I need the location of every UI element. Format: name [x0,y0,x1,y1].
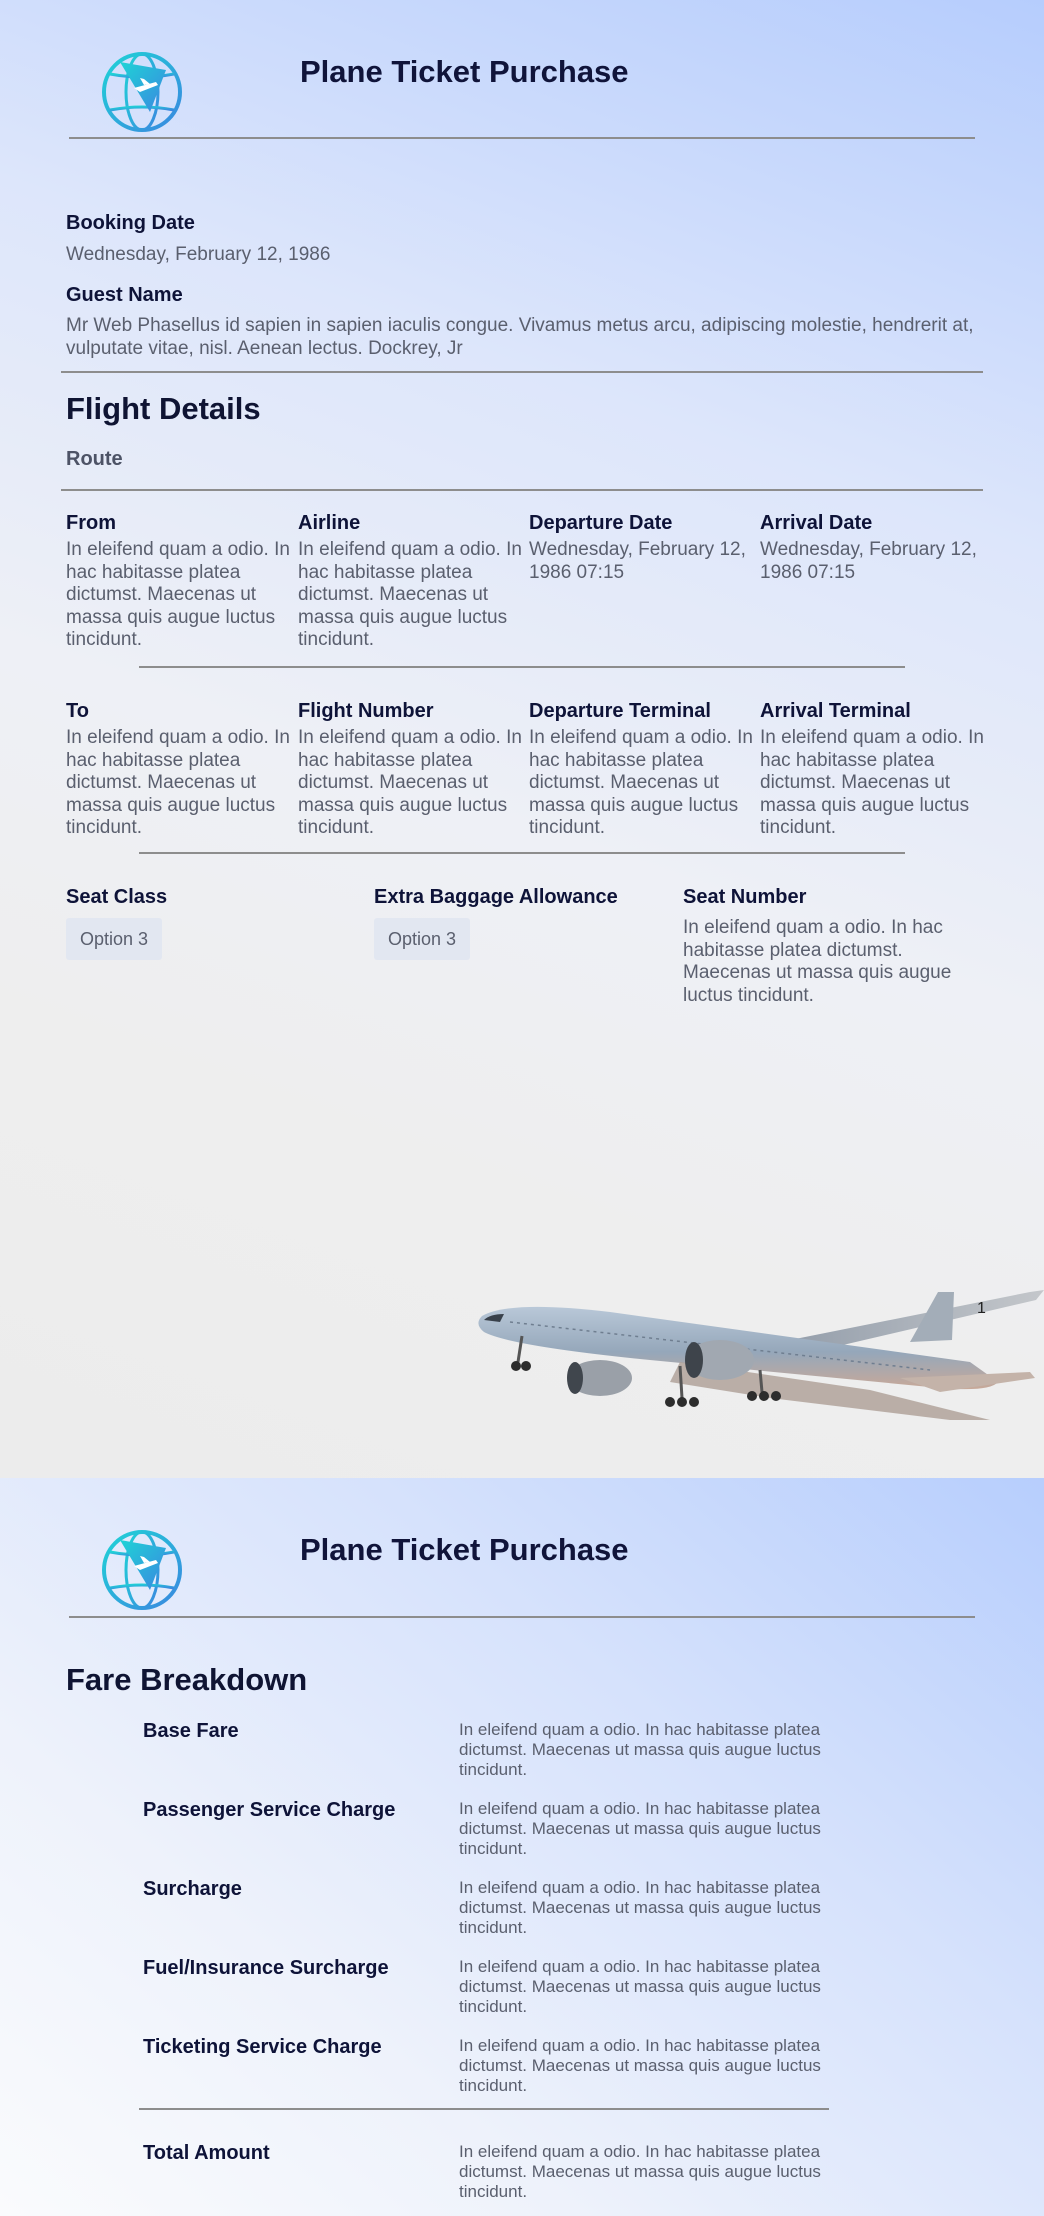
field-label: Departure Date [529,512,673,534]
field-value: Wednesday, February 12, 1986 07:15 [760,539,977,583]
fare-item-label: Ticketing Service Charge [143,2036,382,2058]
page-number: 1 [977,1300,986,1317]
guest-name-value: Mr Web Phasellus id sapien in sapien iaculis congue. Vivamus metus arcu, adipiscing molestie, hendrerit at, vulputate vitae, nisl. Aenean lectus. Dockrey, Jr [66,315,974,359]
fare-item-label: Passenger Service Charge [143,1799,396,1821]
route-divider [61,489,983,491]
field-label: Arrival Date [760,512,873,534]
row-divider [139,666,905,668]
field-value: In eleifend quam a odio. In hac habitasse platea dictumst. Maecenas ut massa quis augue luctus tincidunt. [760,727,984,838]
fare-breakdown-title: Fare Breakdown [66,1662,308,1697]
page-2 [0,1478,1044,2216]
header-divider [69,137,975,139]
total-divider [139,2108,829,2110]
from-field [66,512,290,652]
field-value: In eleifend quam a odio. In hac habitasse platea dictumst. Maecenas ut massa quis augue luctus tincidunt. [298,727,522,838]
flight-details-title: Flight Details [66,391,261,426]
fare-item-label: Fuel/Insurance Surcharge [143,1957,389,1979]
seat-class-label: Seat Class [66,886,168,908]
field-label: Airline [298,512,361,534]
fare-item-value: In eleifend quam a odio. In hac habitasse platea dictumst. Maecenas ut massa quis augue luctus tincidunt. [459,1957,821,2016]
total-amount-value: In eleifend quam a odio. In hac habitasse platea dictumst. Maecenas ut massa quis augue luctus tincidunt. [459,2142,821,2201]
field-value: In eleifend quam a odio. In hac habitasse platea dictumst. Maecenas ut massa quis augue luctus tincidunt. [66,727,290,838]
fare-item-value: In eleifend quam a odio. In hac habitasse platea dictumst. Maecenas ut massa quis augue luctus tincidunt. [459,2036,821,2095]
row-divider [139,852,905,854]
field-label: Flight Number [298,700,434,722]
fare-item-value: In eleifend quam a odio. In hac habitasse platea dictumst. Maecenas ut massa quis augue luctus tincidunt. [459,1878,821,1937]
seat-number-value: In eleifend quam a odio. In hac habitasse platea dictumst. Maecenas ut massa quis augue luctus tincidunt. [683,917,952,1006]
globe-plane-logo-icon [100,1528,184,1612]
booking-date-value: Wednesday, February 12, 1986 [66,244,331,265]
baggage-label: Extra Baggage Allowance [374,886,618,908]
airline-field [298,512,522,652]
booking-date-label: Booking Date [66,212,195,234]
field-value: Wednesday, February 12, 1986 07:15 [529,539,746,583]
field-value: In eleifend quam a odio. In hac habitasse platea dictumst. Maecenas ut massa quis augue luctus tincidunt. [66,539,290,650]
to-field [66,700,290,840]
field-label: Arrival Terminal [760,700,911,722]
guest-name-label: Guest Name [66,284,183,306]
globe-plane-logo-icon [100,50,184,134]
field-label: Departure Terminal [529,700,711,722]
arrival-date-field [760,512,984,584]
field-value: In eleifend quam a odio. In hac habitasse platea dictumst. Maecenas ut massa quis augue luctus tincidunt. [529,727,753,838]
airplane-photo [470,1270,1044,1420]
seat-class-select[interactable]: Option 3 [66,918,162,960]
fare-item-value: In eleifend quam a odio. In hac habitasse platea dictumst. Maecenas ut massa quis augue luctus tincidunt. [459,1799,821,1858]
flight-number-field [298,700,522,840]
field-label: From [66,512,116,534]
seat-number-label: Seat Number [683,886,807,908]
total-amount-label: Total Amount [143,2142,270,2164]
header-divider [69,1616,975,1618]
fare-item-value: In eleifend quam a odio. In hac habitasse platea dictumst. Maecenas ut massa quis augue luctus tincidunt. [459,1720,821,1779]
field-value: In eleifend quam a odio. In hac habitasse platea dictumst. Maecenas ut massa quis augue luctus tincidunt. [298,539,522,650]
page-title: Plane Ticket Purchase [300,1532,629,1567]
baggage-select[interactable]: Option 3 [374,918,470,960]
section-divider [61,371,983,373]
field-label: To [66,700,89,722]
page-title: Plane Ticket Purchase [300,54,629,89]
departure-terminal-field [529,700,753,840]
departure-date-field [529,512,753,584]
fare-item-label: Surcharge [143,1878,242,1900]
fare-item-label: Base Fare [143,1720,239,1742]
route-label: Route [66,448,123,470]
arrival-terminal-field [760,700,984,840]
